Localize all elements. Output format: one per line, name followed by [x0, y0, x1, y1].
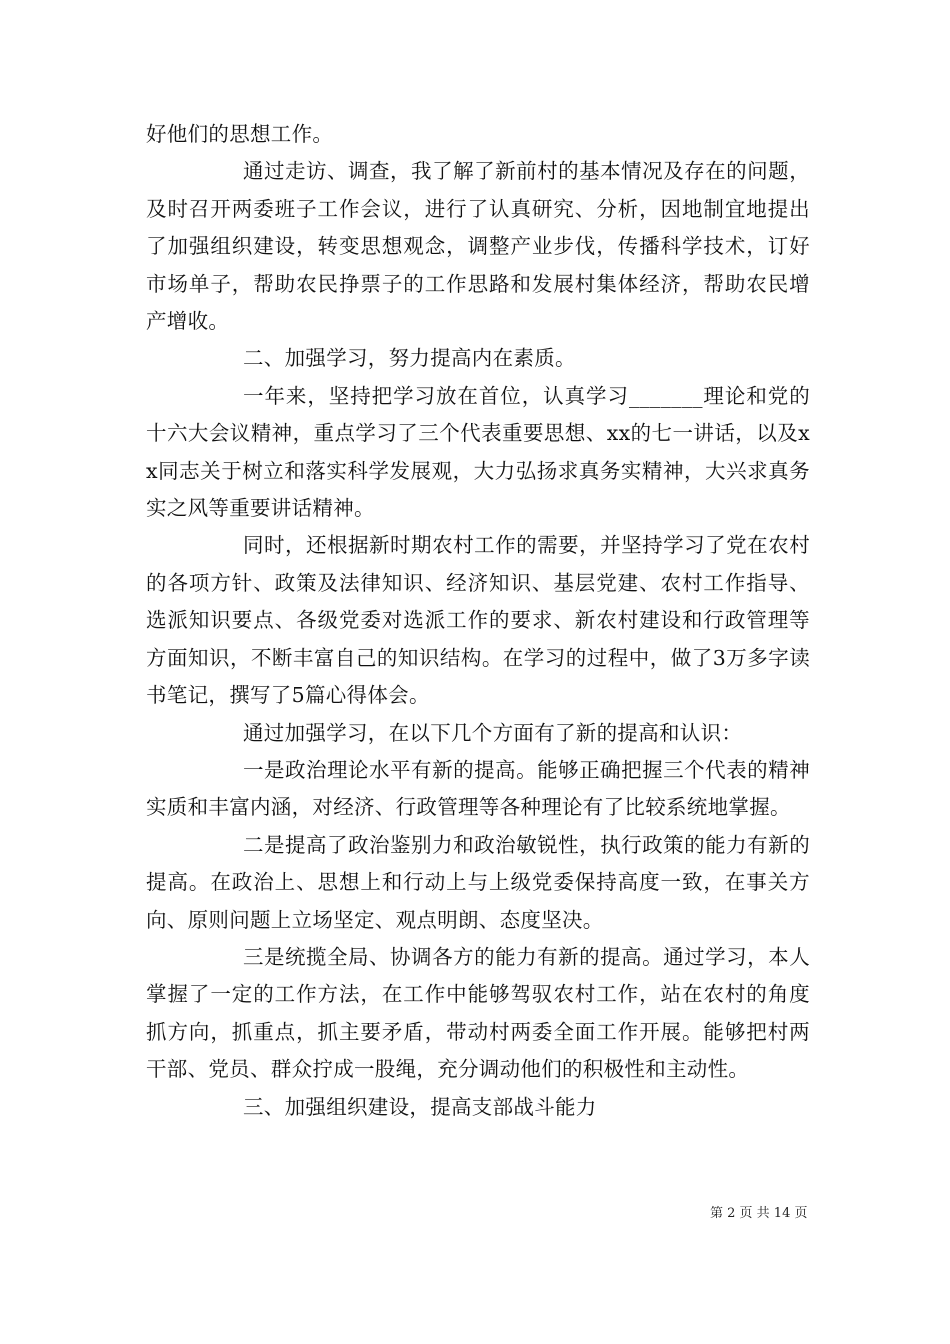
paragraph-1: 好他们的思想工作。 — [146, 122, 334, 146]
section-heading-3: 三、加强组织建设，提高支部战斗能力 — [243, 1094, 597, 1119]
paragraph-2: 通过走访、调查，我了解了新前村的基本情况及存在的问题，及时召开两委班子工作会议，进行了认真研究、分析，因地制宜地提出了加强组织建设，转变思想观念，调整产业步伐，传播科学技术，订好市场单子，帮助农民挣票子的工作思路和发展村集体经济，帮助农民增产增收。 — [146, 159, 810, 334]
paragraph-4: 同时，还根据新时期农村工作的需要，并坚持学习了党在农村的各项方针、政策及法律知识、经济知识、基层党建、农村工作指导、选派知识要点、各级党委对选派工作的要求、新农村建设和行政管理等方面知识，不断丰富自己的知识结构。在学习的过程中，做了3万多字读书笔记，撰写了5篇心得体会。 — [146, 533, 810, 708]
paragraph-3: 一年来，坚持把学习放在首位，认真学习_______理论和党的十六大会议精神，重点学习了三个代表重要思想、xx的七一讲话，以及xx同志关于树立和落实科学发展观，大力弘扬求真务实精神，大兴求真务实之风等重要讲话精神。 — [146, 383, 810, 521]
paragraph-6: 一是政治理论水平有新的提高。能够正确把握三个代表的精神实质和丰富内涵，对经济、行政管理等各种理论有了比较系统地掌握。 — [146, 757, 810, 820]
section-heading-2: 二、加强学习，努力提高内在素质。 — [243, 346, 576, 371]
paragraph-5: 通过加强学习，在以下几个方面有了新的提高和认识： — [243, 720, 743, 745]
paragraph-7: 二是提高了政治鉴别力和政治敏锐性，执行政策的能力有新的提高。在政治上、思想上和行动上与上级党委保持高度一致，在事关方向、原则问题上立场坚定、观点明朗、态度坚决。 — [146, 832, 810, 932]
page-number-footer: 第 2 页 共 14 页 — [710, 1206, 808, 1221]
document-body — [146, 116, 810, 1126]
paragraph-8: 三是统揽全局、协调各方的能力有新的提高。通过学习，本人掌握了一定的工作方法，在工作中能够驾驭农村工作，站在农村的角度抓方向，抓重点，抓主要矛盾，带动村两委全面工作开展。能够把村两干部、党员、群众拧成一股绳，充分调动他们的积极性和主动性。 — [146, 944, 810, 1082]
